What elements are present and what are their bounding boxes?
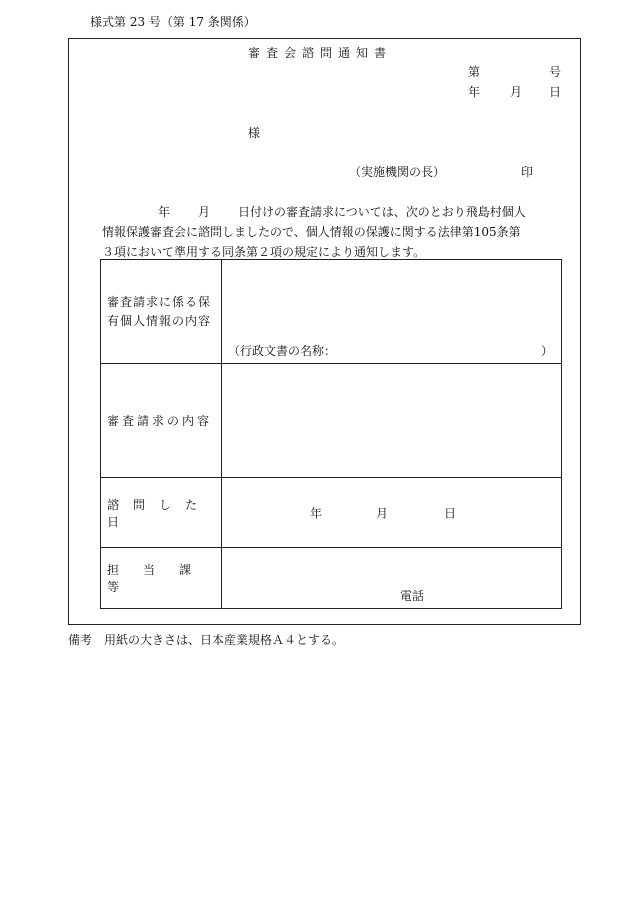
table-row [101,478,562,548]
date-month-label: 月 [510,85,523,99]
document-title: 審査会諮問通知書 [248,46,393,60]
table-row [101,260,562,364]
inquiry-month-label: 月 [376,506,389,520]
sender-title: （実施機関の長） [349,165,446,179]
inquiry-day-label: 日 [444,506,457,520]
number-suffix: 号 [549,65,562,79]
inquiry-year-label: 年 [310,506,323,520]
seal-mark: 印 [521,165,534,179]
department-cell[interactable] [222,548,562,609]
row-label-text: 審査請求に係る保有個人情報の内容 [107,294,212,328]
number-prefix: 第 [468,65,481,79]
body-line-3: ３項において準用する同条第２項の規定により通知します。 [102,245,426,259]
addressee-honorific: 様 [248,126,261,140]
date-year-label: 年 [468,85,481,99]
remarks-note: 備考 用紙の大きさは、日本産業規格Ａ４とする。 [68,633,345,647]
row-label-request-content: 審査請求の内容 [101,364,222,478]
row-label-inquiry-date: 諮問した日 [101,478,222,548]
table-row [101,364,562,478]
row-label-department: 担当課等 [101,548,222,609]
form-number-label: 様式第 23 号（第 17 条関係） [90,15,256,29]
request-content-cell[interactable] [222,364,562,478]
row-label-request-info [101,260,222,364]
body-year-label: 年 [158,205,171,219]
doc-name-open-label: （行政文書の名称： [228,344,337,358]
body-line-2: 情報保護審査会に諮問しましたので、個人情報の保護に関する法律第105条第 [102,225,521,239]
request-info-cell[interactable] [222,260,562,364]
details-table [100,259,562,609]
phone-label: 電話 [400,589,425,603]
date-day-label: 日 [549,85,562,99]
body-line-1: 日付けの審査請求については、次のとおり飛島村個人 [238,205,526,219]
table-row [101,548,562,609]
inquiry-date-cell[interactable] [222,478,562,548]
body-month-label: 月 [198,205,211,219]
doc-name-close-paren: ） [540,344,553,358]
